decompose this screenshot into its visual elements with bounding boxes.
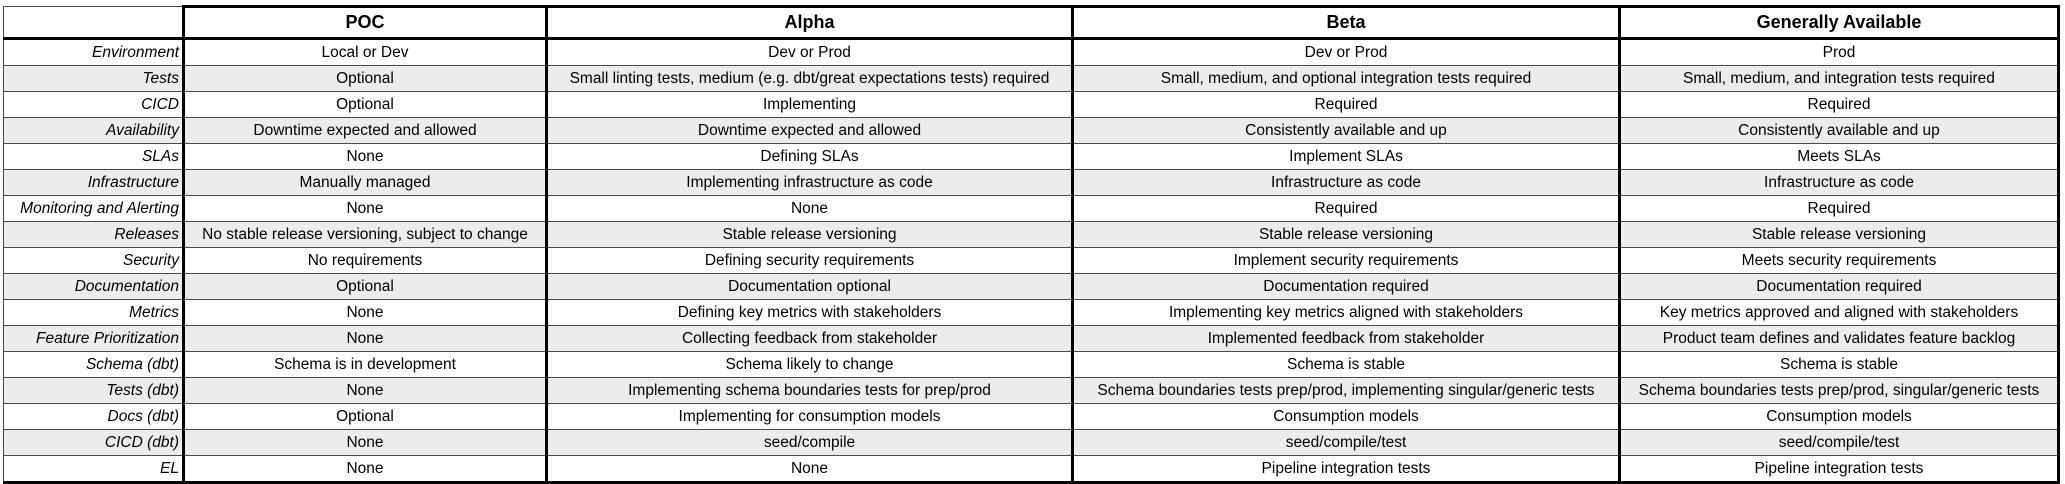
cell-ga: Schema is stable xyxy=(1620,352,2059,378)
cell-poc: Manually managed xyxy=(184,170,547,196)
cell-beta: seed/compile/test xyxy=(1073,430,1620,456)
table-row xyxy=(4,92,2059,118)
cell-alpha: Implementing schema boundaries tests for prep/prod xyxy=(547,378,1073,404)
row-label: Monitoring and Alerting xyxy=(4,196,184,222)
table-row xyxy=(4,118,2059,144)
cell-alpha: Documentation optional xyxy=(547,274,1073,300)
cell-poc: Schema is in development xyxy=(184,352,547,378)
cell-beta: Dev or Prod xyxy=(1073,39,1620,66)
table-row xyxy=(4,274,2059,300)
cell-beta: Consumption models xyxy=(1073,404,1620,430)
row-label: Feature Prioritization xyxy=(4,326,184,352)
cell-alpha: seed/compile xyxy=(547,430,1073,456)
row-label: Security xyxy=(4,248,184,274)
cell-alpha: Small linting tests, medium (e.g. dbt/great expectations tests) required xyxy=(547,66,1073,92)
cell-beta: Implement SLAs xyxy=(1073,144,1620,170)
table-row xyxy=(4,39,2059,66)
row-label: Docs (dbt) xyxy=(4,404,184,430)
cell-ga: Documentation required xyxy=(1620,274,2059,300)
header-row xyxy=(4,7,2059,39)
row-label: EL xyxy=(4,456,184,483)
cell-beta: Required xyxy=(1073,92,1620,118)
cell-beta: Implement security requirements xyxy=(1073,248,1620,274)
cell-poc: No stable release versioning, subject to change xyxy=(184,222,547,248)
column-header-alpha: Alpha xyxy=(547,7,1073,39)
cell-poc: None xyxy=(184,378,547,404)
cell-poc: None xyxy=(184,144,547,170)
cell-poc: Local or Dev xyxy=(184,39,547,66)
row-label: Availability xyxy=(4,118,184,144)
cell-beta: Small, medium, and optional integration tests required xyxy=(1073,66,1620,92)
cell-ga: Infrastructure as code xyxy=(1620,170,2059,196)
cell-poc: Optional xyxy=(184,66,547,92)
table-row xyxy=(4,144,2059,170)
table-row xyxy=(4,326,2059,352)
cell-poc: No requirements xyxy=(184,248,547,274)
cell-alpha: Stable release versioning xyxy=(547,222,1073,248)
row-label: Infrastructure xyxy=(4,170,184,196)
cell-beta: Infrastructure as code xyxy=(1073,170,1620,196)
column-header-ga: Generally Available xyxy=(1620,7,2059,39)
table-row xyxy=(4,430,2059,456)
maturity-table xyxy=(3,5,2060,484)
row-label: Schema (dbt) xyxy=(4,352,184,378)
table-row xyxy=(4,404,2059,430)
row-label: Documentation xyxy=(4,274,184,300)
cell-poc: None xyxy=(184,456,547,483)
cell-poc: Downtime expected and allowed xyxy=(184,118,547,144)
cell-alpha: Defining SLAs xyxy=(547,144,1073,170)
cell-beta: Required xyxy=(1073,196,1620,222)
column-header-poc: POC xyxy=(184,7,547,39)
row-label: CICD xyxy=(4,92,184,118)
table-row xyxy=(4,66,2059,92)
cell-poc: Optional xyxy=(184,92,547,118)
cell-ga: Small, medium, and integration tests required xyxy=(1620,66,2059,92)
cell-beta: Pipeline integration tests xyxy=(1073,456,1620,483)
row-label: CICD (dbt) xyxy=(4,430,184,456)
cell-ga: Meets SLAs xyxy=(1620,144,2059,170)
table-row xyxy=(4,378,2059,404)
cell-poc: None xyxy=(184,196,547,222)
cell-ga: Required xyxy=(1620,92,2059,118)
column-header-beta: Beta xyxy=(1073,7,1620,39)
cell-alpha: Implementing for consumption models xyxy=(547,404,1073,430)
cell-ga: Pipeline integration tests xyxy=(1620,456,2059,483)
cell-ga: Required xyxy=(1620,196,2059,222)
cell-beta: Consistently available and up xyxy=(1073,118,1620,144)
cell-beta: Implemented feedback from stakeholder xyxy=(1073,326,1620,352)
cell-poc: None xyxy=(184,430,547,456)
cell-alpha: Defining key metrics with stakeholders xyxy=(547,300,1073,326)
cell-ga: Consistently available and up xyxy=(1620,118,2059,144)
row-label: Environment xyxy=(4,39,184,66)
cell-ga: Meets security requirements xyxy=(1620,248,2059,274)
cell-alpha: Implementing infrastructure as code xyxy=(547,170,1073,196)
cell-poc: Optional xyxy=(184,274,547,300)
cell-beta: Implementing key metrics aligned with stakeholders xyxy=(1073,300,1620,326)
cell-ga: Schema boundaries tests prep/prod, singular/generic tests xyxy=(1620,378,2059,404)
cell-alpha: Schema likely to change xyxy=(547,352,1073,378)
cell-alpha: Collecting feedback from stakeholder xyxy=(547,326,1073,352)
cell-alpha: Defining security requirements xyxy=(547,248,1073,274)
cell-beta: Stable release versioning xyxy=(1073,222,1620,248)
cell-poc: None xyxy=(184,300,547,326)
cell-ga: Product team defines and validates feature backlog xyxy=(1620,326,2059,352)
cell-beta: Schema boundaries tests prep/prod, implementing singular/generic tests xyxy=(1073,378,1620,404)
table-row xyxy=(4,222,2059,248)
table-row xyxy=(4,248,2059,274)
cell-ga: Stable release versioning xyxy=(1620,222,2059,248)
header-corner xyxy=(4,7,184,39)
table-row xyxy=(4,300,2059,326)
cell-alpha: Dev or Prod xyxy=(547,39,1073,66)
cell-ga: Prod xyxy=(1620,39,2059,66)
row-label: Releases xyxy=(4,222,184,248)
cell-ga: Consumption models xyxy=(1620,404,2059,430)
row-label: SLAs xyxy=(4,144,184,170)
cell-alpha: None xyxy=(547,456,1073,483)
cell-poc: None xyxy=(184,326,547,352)
table-row xyxy=(4,456,2059,483)
cell-ga: Key metrics approved and aligned with stakeholders xyxy=(1620,300,2059,326)
cell-alpha: Implementing xyxy=(547,92,1073,118)
row-label: Tests (dbt) xyxy=(4,378,184,404)
cell-poc: Optional xyxy=(184,404,547,430)
cell-ga: seed/compile/test xyxy=(1620,430,2059,456)
cell-beta: Schema is stable xyxy=(1073,352,1620,378)
cell-beta: Documentation required xyxy=(1073,274,1620,300)
table-row xyxy=(4,352,2059,378)
table-row xyxy=(4,170,2059,196)
cell-alpha: Downtime expected and allowed xyxy=(547,118,1073,144)
table-row xyxy=(4,196,2059,222)
row-label: Metrics xyxy=(4,300,184,326)
row-label: Tests xyxy=(4,66,184,92)
cell-alpha: None xyxy=(547,196,1073,222)
